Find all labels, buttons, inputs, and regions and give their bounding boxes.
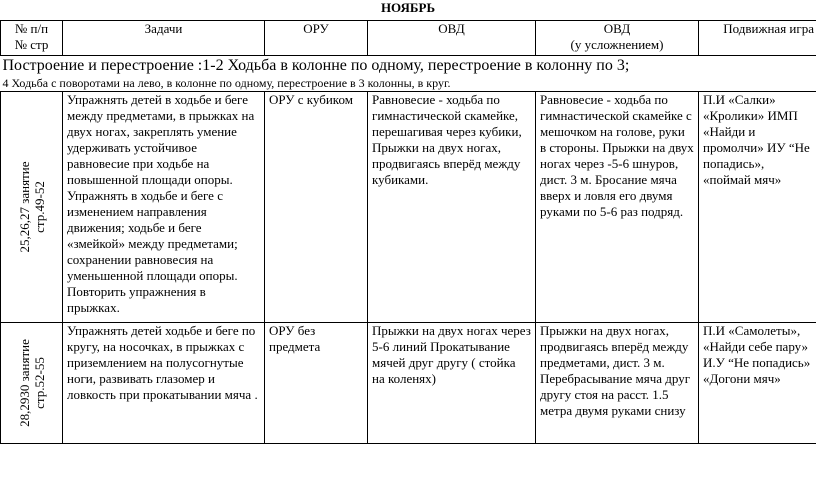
ovd-cell: Равновесие - ходьба по гимнастической скамейке, перешагивая через кубики, Прыжки на двух ногах, продвигаясь вперёд между кубиками.	[368, 92, 536, 323]
ovd-complex-cell: Прыжки на двух ногах, продвигаясь вперёд между предметами, дист. 3 м. Перебрасывание мяча друг другу стоя на расст. 1.5 метра двумя руками снизу	[536, 323, 699, 444]
ovd-cell: Прыжки на двух ногах через 5-6 линий Прокатывание мячей друг другу ( стойка на коленях)	[368, 323, 536, 444]
table-row	[1, 323, 816, 444]
game-cell: П.И «Салки» «Кролики» ИМП «Найди и промолчи» ИУ “Не попадись», «поймай мяч»	[699, 92, 816, 323]
header-ovd-complex: ОВД (у усложнением)	[536, 21, 699, 56]
header-row	[1, 21, 816, 56]
ovd-complex-cell: Равновесие - ходьба по гимнастической скамейке с мешочком на голове, руки в стороны. Прыжки на двух ногах через -5-6 шнуров, дист. 3 м. Бросание мяча вверх и ловля его двумя руками по 5-6 раз подряд.	[536, 92, 699, 323]
table-row	[1, 92, 816, 323]
plan-table	[0, 20, 816, 444]
tasks-cell: Упражнять детей в ходьбе и беге между предметами, в прыжках на двух ногах, закреплять умение удерживать устойчивое равновесие при ходьбе на повышенной площади опоры. Упражнять в ходьбе и беге с изменением направления движения; ходьбе и беге «змейкой» между предметами; сохранении равновесия на уменьшенной площади опоры. Повторить упражнения в прыжках.	[63, 92, 265, 323]
page-title: НОЯБРЬ	[380, 0, 436, 15]
row-number-cell: 28,2930 занятие стр.52-55	[1, 323, 63, 444]
game-cell: П.И «Самолеты», «Найди себе пару» И.У “Не попадись» «Догони мяч»	[699, 323, 816, 444]
section-line-1: Построение и перестроение :1-2 Ходьба в колонне по одному, перестроение в колонну по 3;	[2, 57, 630, 74]
header-tasks: Задачи	[63, 21, 265, 56]
header-number: № п/п № стр	[1, 21, 63, 56]
tasks-cell: Упражнять детей ходьбе и беге по кругу, на носочках, в прыжках с приземлением на полусогнутые ноги, развивать глазомер и ловкость при прокатывании мяча .	[63, 323, 265, 444]
header-ovd: ОВД	[368, 21, 536, 56]
oru-cell: ОРУ без предмета	[265, 323, 368, 444]
section-line-2: 4 Ходьба с поворотами на лево, в колонне по одному, перестроение в 3 колонны, в круг.	[1, 76, 816, 92]
header-oru: ОРУ	[265, 21, 368, 56]
oru-cell: ОРУ с кубиком	[265, 92, 368, 323]
row-number-cell: 25,26,27 занятие стр.49-52	[1, 92, 63, 323]
header-game: Подвижная игра	[699, 21, 816, 56]
